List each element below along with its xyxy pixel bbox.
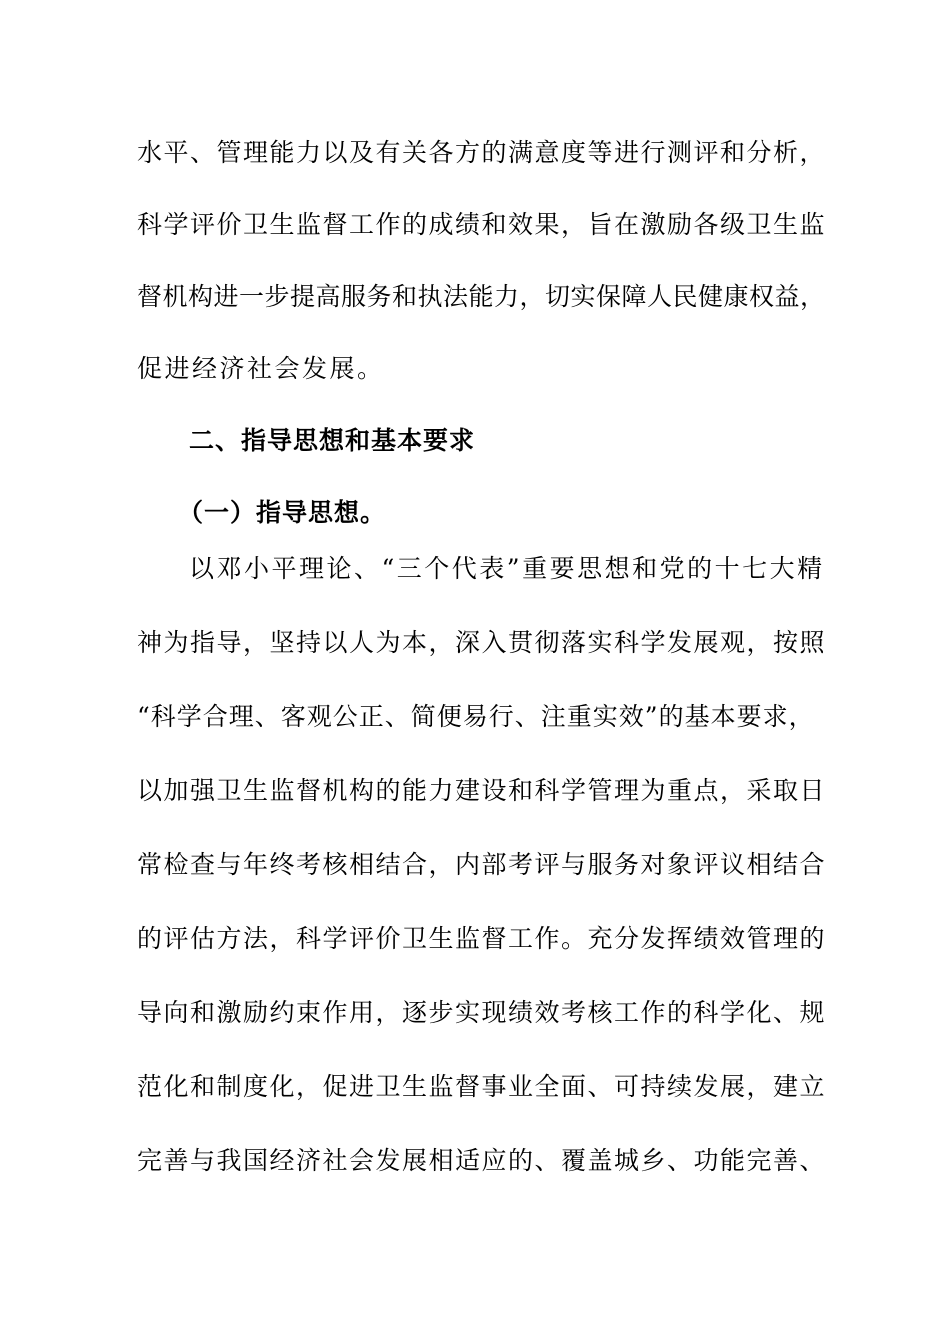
paragraph-line: 导向和激励约束作用，逐步实现绩效考核工作的科学化、规 [137,998,827,1027]
paragraph-line: 范化和制度化，促进卫生监督事业全面、可持续发展，建立 [137,1072,827,1101]
paragraph-line: 以邓小平理论、“三个代表”重要思想和党的十七大精 [189,554,825,583]
paragraph-line: 完善与我国经济社会发展相适应的、覆盖城乡、功能完善、 [137,1146,827,1175]
paragraph-line: 神为指导，坚持以人为本，深入贯彻落实科学发展观，按照 [137,628,827,657]
paragraph-line: “科学合理、客观公正、简便易行、注重实效”的基本要求， [137,702,815,731]
paragraph-line: 的评估方法，科学评价卫生监督工作。充分发挥绩效管理的 [137,924,827,953]
paragraph-line: 常检查与年终考核相结合，内部考评与服务对象评议相结合 [137,850,827,879]
paragraph-line: 以加强卫生监督机构的能力建设和科学管理为重点，采取日 [137,776,827,805]
subsection-heading: （一）指导思想。 [178,498,387,527]
paragraph-line: 督机构进一步提高服务和执法能力，切实保障人民健康权益， [137,282,826,311]
section-heading: 二、指导思想和基本要求 [189,426,476,455]
paragraph-line: 水平、管理能力以及有关各方的满意度等进行测评和分析， [137,138,827,167]
paragraph-line: 促进经济社会发展。 [137,354,385,383]
paragraph-line: 科学评价卫生监督工作的成绩和效果，旨在激励各级卫生监 [137,210,827,239]
